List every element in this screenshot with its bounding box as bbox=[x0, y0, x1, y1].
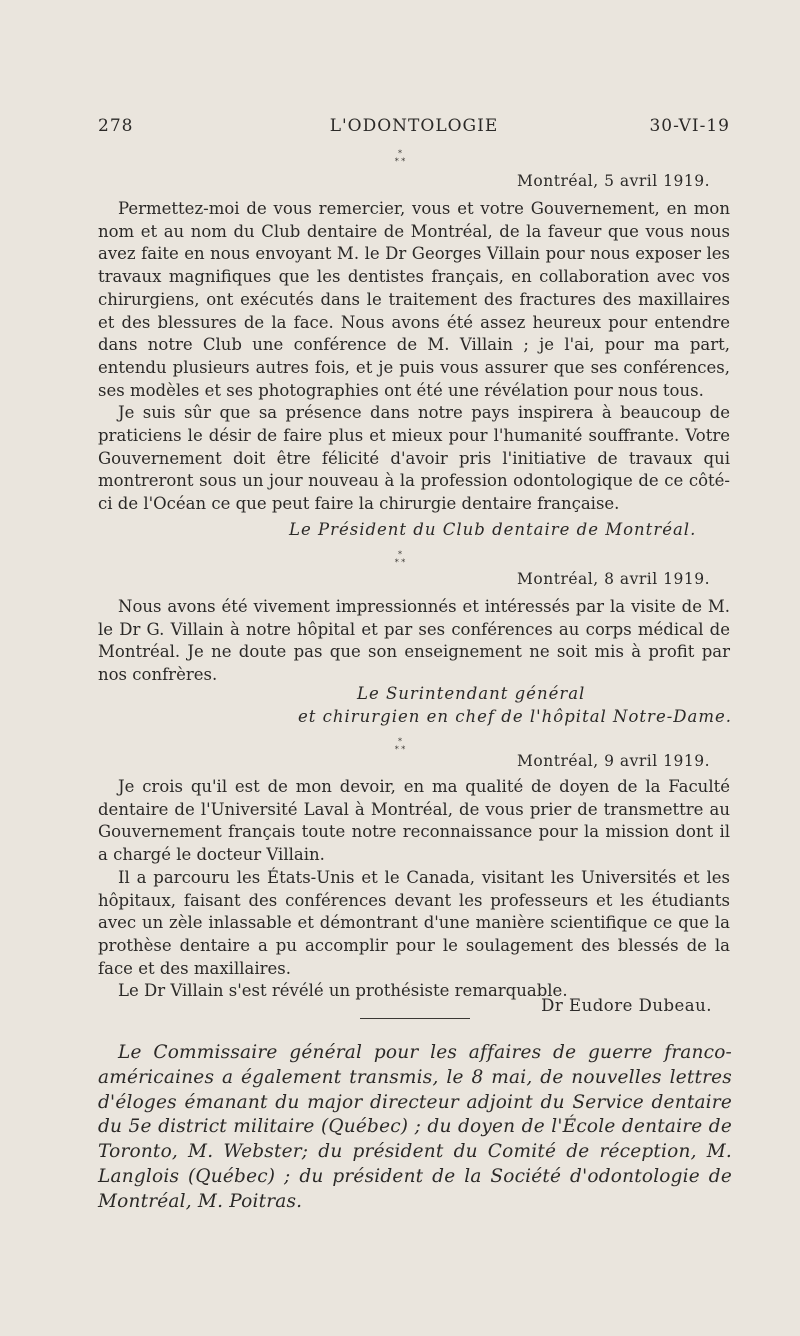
letter-1-paragraph: Je suis sûr que sa présence dans notre pays inspirera à beaucoup de praticiens le désir de faire plus et mieux pour l'humanité souffrante. Votre Gouvernement doit être félicité d'avoir pris l'initiative de travaux qui montreront sous un jour nouveau à la profession odontologique de ce côté-ci de l'Océan ce que peut faire la chirurgie dentaire française. bbox=[98, 403, 730, 514]
letter-2-signature-line-1: Le Surintendant général bbox=[357, 684, 586, 703]
letter-2-body bbox=[98, 596, 730, 687]
letter-2-dateline: Montréal, 8 avril 1919. bbox=[517, 570, 710, 588]
letter-1-dateline: Montréal, 5 avril 1919. bbox=[517, 172, 710, 190]
letter-3-signature: Dr Eudore Dubeau. bbox=[541, 996, 712, 1015]
section-asterism: * * * bbox=[394, 737, 406, 754]
section-asterism: * * * bbox=[394, 550, 406, 567]
running-header bbox=[98, 116, 730, 140]
letter-2-paragraph: Nous avons été vivement impressionnés et intéressés par la visite de M. le Dr G. Villain à notre hôpital et par ses conférences au corps médical de Montréal. Je ne doute pas que son enseignement ne soit mis à profit par nos confrères. bbox=[98, 597, 730, 685]
letter-3-body bbox=[98, 776, 730, 1003]
letter-3-dateline: Montréal, 9 avril 1919. bbox=[517, 752, 710, 770]
letter-3-paragraph: Il a parcouru les États-Unis et le Canada, visitant les Universités et les hôpitaux, faisant des conférences devant les professeurs et les étudiants avec un zèle inlassable et démontrant d'une manière scientifique ce que la prothèse dentaire a pu accomplir pour le soulagement des blessés de la face et des maxillaires. bbox=[98, 867, 730, 978]
letter-1-paragraph: Permettez-moi de vous remercier, vous et votre Gouvernement, en mon nom et au nom du Club dentaire de Montréal, de la faveur que vous nous avez faite en nous envoyant M. le Dr Georges Villain pour nous exposer les travaux magnifiques que les dentistes français, en collaboration avec vos chirurgiens, ont exécutés dans le traitement des fractures des maxillaires et des blessures de la face. Nous avons été assez heureux pour entendre dans notre Club une conférence de M. Villain ; je l'ai, pour ma part, entendu plusieurs autres fois, et je puis vous assurer que ses conférences, ses modèles et ses photographies ont été une révélation pour nous tous. bbox=[98, 199, 730, 400]
letter-1-body bbox=[98, 198, 730, 516]
section-asterism: * * * bbox=[394, 149, 406, 166]
closing-paragraph: Le Commissaire général pour les affaires de guerre franco-américaines a également transmis, le 8 mai, de nouvelles lettres d'éloges émanant du major directeur adjoint du Service dentaire du 5e district militaire (Québec) ; du doyen de l'École dentaire de Toronto, M. Webster; du président du Comité de réception, M. Langlois (Québec) ; du président de la Société d'odontologie de Montréal, M. Poitras. bbox=[98, 1042, 732, 1212]
letter-2-signature-line-2: et chirurgien en chef de l'hôpital Notre-Dame. bbox=[298, 707, 733, 726]
issue-date: 30-VI-19 bbox=[649, 116, 730, 136]
letter-1-signature: Le Président du Club dentaire de Montréal. bbox=[289, 520, 697, 539]
journal-title: L'ODONTOLOGIE bbox=[329, 116, 499, 136]
section-divider bbox=[360, 1018, 470, 1019]
letter-3-paragraph: Le Dr Villain s'est révélé un prothésiste remarquable. bbox=[118, 981, 568, 1001]
letter-3-paragraph: Je crois qu'il est de mon devoir, en ma qualité de doyen de la Faculté dentaire de l'Université Laval à Montréal, de vous prier de transmettre au Gouvernement français toute notre reconnaissance pour la mission dont il a chargé le docteur Villain. bbox=[98, 777, 730, 865]
page-number: 278 bbox=[98, 116, 134, 136]
